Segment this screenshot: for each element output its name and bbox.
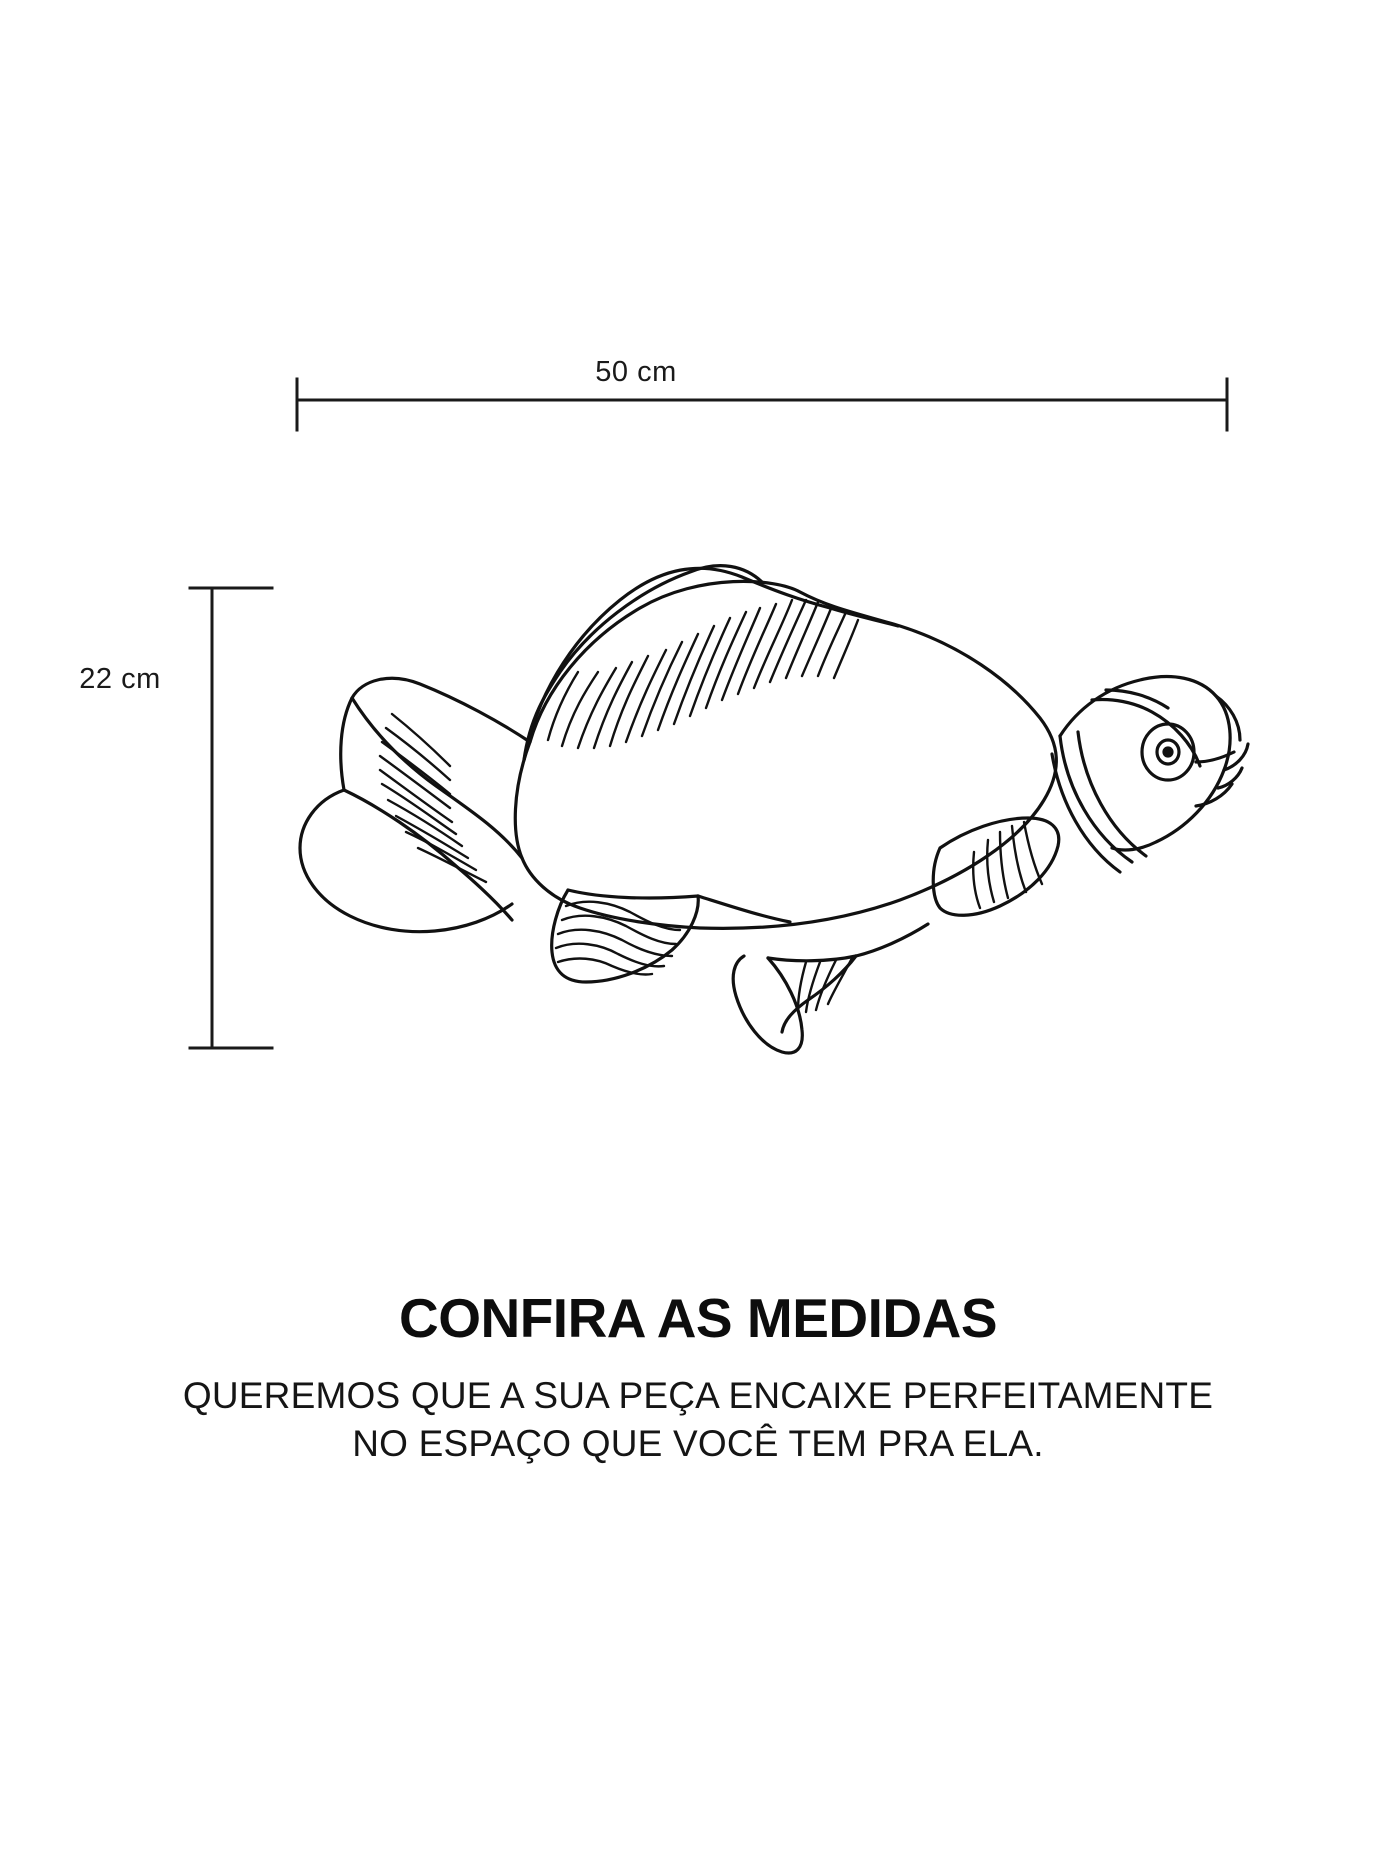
- height-dimension-line: [190, 588, 272, 1048]
- caption-subtitle-line-1: QUEREMOS QUE A SUA PEÇA ENCAIXE PERFEITAMENTE: [182, 1374, 1214, 1416]
- height-dimension-label: 22 cm: [79, 663, 161, 695]
- caption-title: CONFIRA AS MEDIDAS: [398, 1287, 998, 1349]
- caption-block: [0, 1287, 1396, 1468]
- fish-drawing: [300, 566, 1248, 1053]
- caption-subtitle-line-2: NO ESPAÇO QUE VOCÊ TEM PRA ELA.: [352, 1422, 1044, 1464]
- width-dimension-label: 50 cm: [595, 356, 677, 388]
